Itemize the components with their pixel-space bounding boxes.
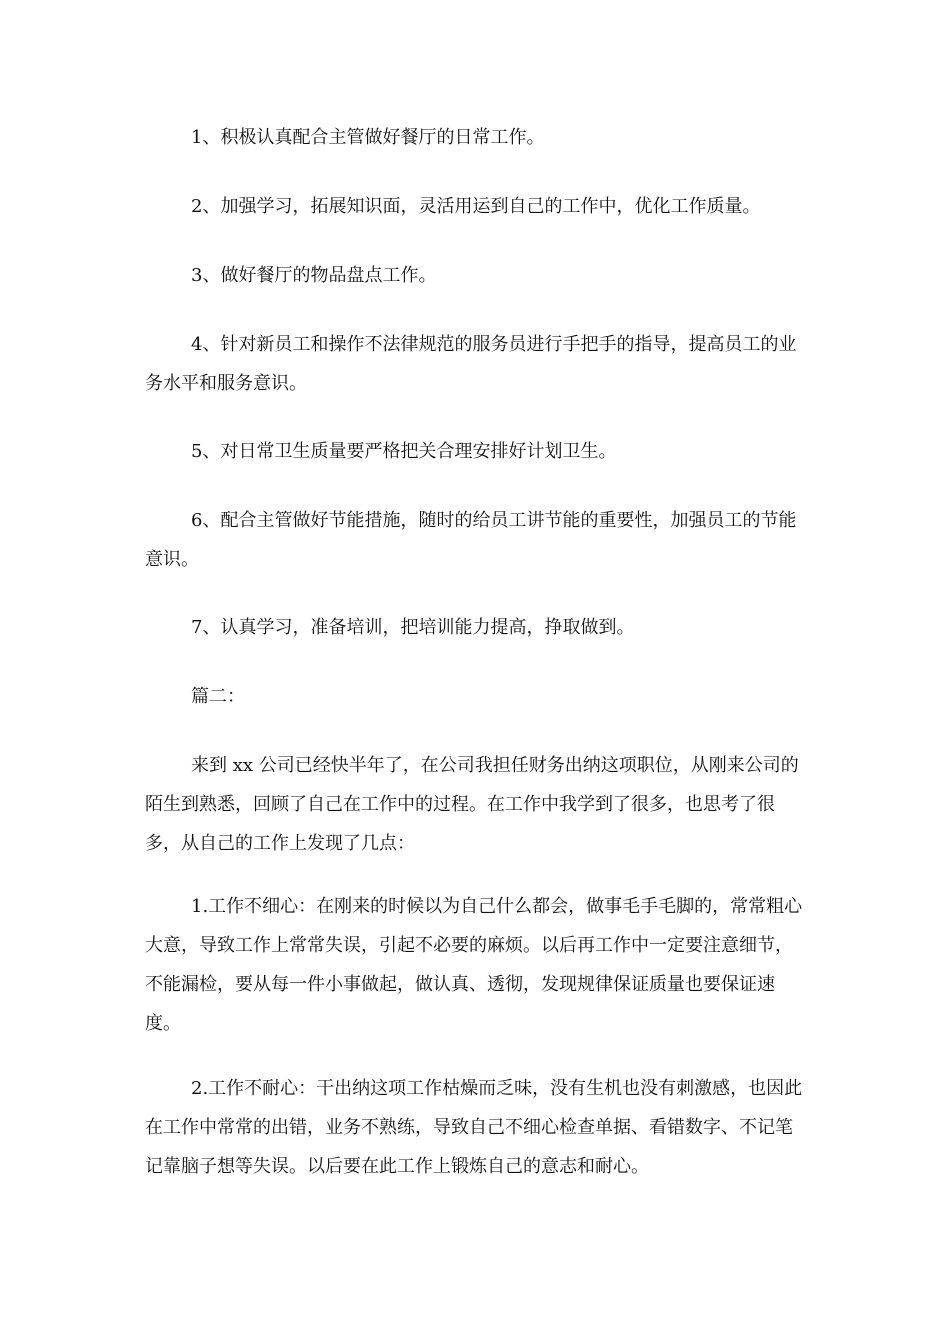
point-paragraph-1: 1.工作不细心：在刚来的时候以为自己什么都会，做事毛手毛脚的，常常粗心大意，导致工作上常常失误，引起不必要的麻烦。以后再工作中一定要注意细节，不能漏检，要从每一件小事做起，做认真、透彻，发现规律保证质量也要保证速度。 [145,896,803,1034]
point-paragraph-2: 2.工作不耐心：干出纳这项工作枯燥而乏味，没有生机也没有刺激感，也因此在工作中常常的出错，业务不熟练，导致自己不细心检查单据、看错数字、不记笔记靠脑子想等失误。以后要在此工作上锻炼自己的意志和耐心。 [145,1078,803,1177]
section-heading: 篇二： [191,686,245,707]
intro-paragraph: 来到 xx 公司已经快半年了，在公司我担任财务出纳这项职位，从刚来公司的陌生到熟悉，回顾了自己在工作中的过程。在工作中我学到了很多，也思考了很多，从自己的工作上发现了几点： [145,755,799,854]
paragraph-item-1: 1、积极认真配合主管做好餐厅的日常工作。 [191,127,545,148]
paragraph-item-6: 6、配合主管做好节能措施，随时的给员工讲节能的重要性，加强员工的节能意识。 [145,510,797,570]
paragraph-item-2: 2、加强学习，拓展知识面，灵活用运到自己的工作中，优化工作质量。 [191,196,761,217]
paragraph-item-7: 7、认真学习，准备培训，把培训能力提高，挣取做到。 [191,617,635,638]
paragraph-item-4: 4、针对新员工和操作不法律规范的服务员进行手把手的指导，提高员工的业务水平和服务意识。 [145,334,797,394]
paragraph-item-5: 5、对日常卫生质量要严格把关合理安排好计划卫生。 [191,441,617,462]
paragraph-item-3: 3、做好餐厅的物品盘点工作。 [191,265,437,286]
